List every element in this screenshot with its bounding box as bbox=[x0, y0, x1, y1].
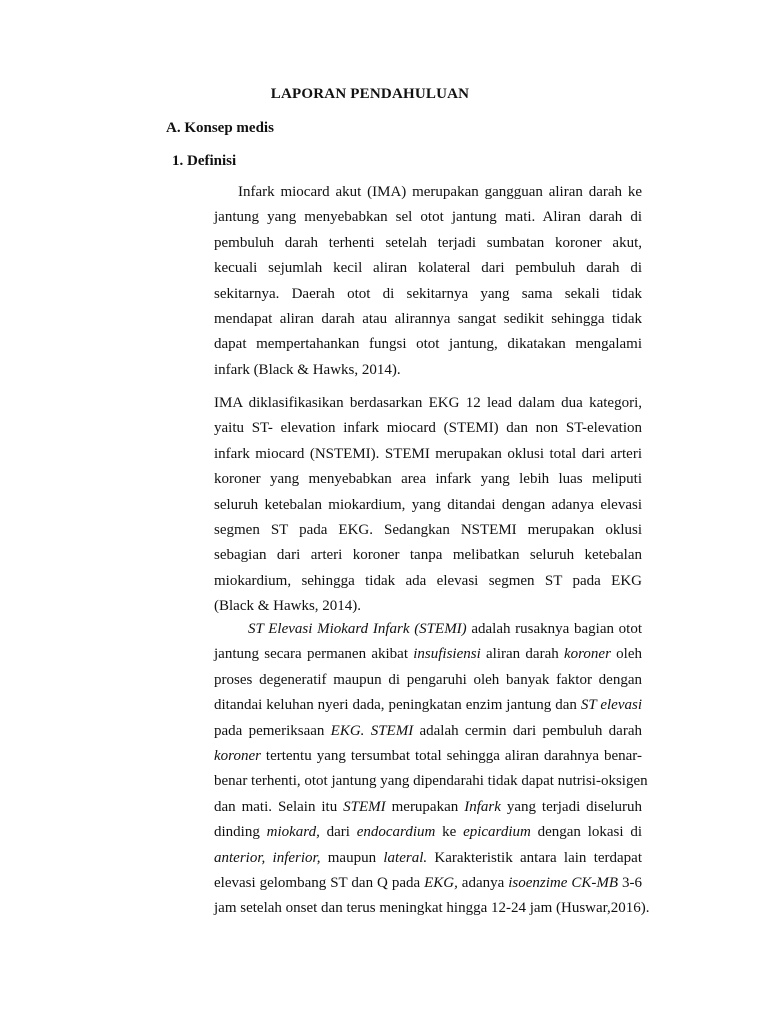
paragraph-line: sekitarnya. Daerah otot di sekitarnya yang sama sekali tidak bbox=[214, 285, 642, 302]
italic-term: ST elevasi bbox=[580, 697, 643, 714]
italic-term: insufisiensi bbox=[413, 646, 481, 663]
text-run: adanya bbox=[457, 875, 509, 892]
paragraph-line bbox=[214, 795, 642, 820]
italic-term: epicardium bbox=[463, 824, 531, 841]
text-run: dinding bbox=[214, 824, 267, 841]
italic-term: EKG. STEMI bbox=[330, 722, 414, 739]
paragraph-line: jantung yang menyebabkan sel otot jantung mati. Aliran darah di bbox=[214, 209, 642, 226]
text-run: aliran darah bbox=[480, 646, 564, 663]
italic-term: miokard, bbox=[266, 824, 320, 841]
sub-heading: 1. Definisi bbox=[172, 153, 237, 169]
italic-term: isoenzime CK-MB bbox=[508, 875, 619, 892]
text-run: adalah rusaknya bagian otot bbox=[466, 621, 643, 637]
text-run: 3-6 bbox=[618, 875, 642, 892]
paragraph-line: proses degeneratif maupun di pengaruhi oleh banyak faktor dengan bbox=[214, 671, 642, 688]
paragraph-line: koroner yang menyebabkan area infark yang lebih luas meliputi bbox=[214, 471, 642, 488]
paragraph-line: sebagian dari arteri koroner tanpa melibatkan seluruh ketebalan bbox=[214, 547, 642, 564]
italic-term: Infark bbox=[464, 798, 501, 815]
text-run: merupakan bbox=[385, 798, 465, 815]
paragraph-line: jam setelah onset dan terus meningkat hingga 12-24 jam (Huswar,2016). bbox=[214, 900, 650, 917]
paragraph-line: (Black & Hawks, 2014). bbox=[214, 598, 362, 615]
paragraph-line: yaitu ST- elevation infark miocard (STEMI) dan non ST-elevation bbox=[214, 420, 642, 437]
text-run: dari bbox=[319, 824, 357, 841]
paragraph-line: seluruh ketebalan miokardium, yang ditandai dengan adanya elevasi bbox=[214, 496, 642, 513]
text-run: dengan lokasi di bbox=[530, 824, 642, 841]
paragraph-line bbox=[214, 744, 642, 769]
paragraph-stemi bbox=[214, 617, 650, 922]
italic-term: koroner bbox=[563, 646, 611, 663]
text-run: pada pemeriksaan bbox=[214, 722, 331, 739]
italic-term: ST Elevasi Miokard Infark (STEMI) bbox=[248, 621, 467, 637]
text-run: Karakteristik antara lain terdapat bbox=[427, 849, 642, 866]
text-run: ditandai keluhan nyeri dada, peningkatan enzim jantung dan bbox=[214, 697, 581, 714]
section-heading: A. Konsep medis bbox=[166, 120, 274, 136]
paragraph-line: segmen ST pada EKG. Sedangkan NSTEMI merupakan oklusi bbox=[214, 522, 642, 539]
text-run: maupun bbox=[320, 849, 384, 866]
paragraph-line: pembuluh darah terhenti setelah terjadi sumbatan koroner akut, bbox=[214, 234, 642, 251]
italic-term: anterior, inferior, bbox=[214, 849, 321, 866]
italic-term: lateral. bbox=[383, 849, 428, 866]
paragraph-line bbox=[214, 642, 642, 667]
paragraph-line: kecuali sejumlah kecil aliran kolateral dari pembuluh darah di bbox=[214, 260, 642, 277]
paragraph-line bbox=[214, 846, 642, 871]
paragraph-line bbox=[214, 617, 642, 642]
text-run: ke bbox=[435, 824, 464, 841]
text-run: yang terjadi diseluruh bbox=[500, 798, 642, 815]
text-run: dan mati. Selain itu bbox=[214, 798, 344, 815]
text-run: adalah cermin dari pembuluh darah bbox=[413, 722, 642, 739]
text-run: oleh bbox=[610, 646, 642, 663]
text-run: tertentu yang tersumbat total sehingga aliran darahnya benar- bbox=[260, 748, 642, 765]
paragraph-line bbox=[214, 693, 642, 718]
italic-term: EKG, bbox=[424, 875, 458, 892]
paragraph-line: mendapat aliran darah atau alirannya sangat sedikit sehingga tidak bbox=[214, 311, 642, 328]
italic-term: endocardium bbox=[356, 824, 436, 841]
italic-term: STEMI bbox=[343, 798, 386, 815]
italic-term: koroner bbox=[214, 748, 261, 765]
paragraph-line: IMA diklasifikasikan berdasarkan EKG 12 lead dalam dua kategori, bbox=[214, 395, 642, 411]
paragraph-line: Infark miocard akut (IMA) merupakan gangguan aliran darah ke bbox=[238, 184, 642, 200]
paragraph-line: infark (Black & Hawks, 2014). bbox=[214, 361, 401, 378]
text-run: jantung secara permanen akibat bbox=[214, 646, 414, 663]
text-run: elevasi gelombang ST dan Q pada bbox=[214, 875, 425, 892]
paragraph-line bbox=[214, 871, 642, 896]
document-title: LAPORAN PENDAHULUAN bbox=[270, 86, 470, 102]
paragraph-definition bbox=[214, 180, 642, 383]
paragraph-line: dapat mempertahankan fungsi otot jantung, dikatakan mengalami bbox=[214, 336, 642, 353]
paragraph-line bbox=[214, 719, 642, 744]
paragraph-line: benar terhenti, otot jantung yang dipendarahi tidak dapat nutrisi-oksigen bbox=[214, 773, 648, 790]
paragraph-line bbox=[214, 820, 642, 845]
paragraph-line: miokardium, sehingga tidak ada elevasi segmen ST pada EKG bbox=[214, 572, 642, 589]
paragraph-line: infark miocard (NSTEMI). STEMI merupakan oklusi total dari arteri bbox=[214, 445, 642, 462]
paragraph-classification bbox=[214, 391, 642, 620]
